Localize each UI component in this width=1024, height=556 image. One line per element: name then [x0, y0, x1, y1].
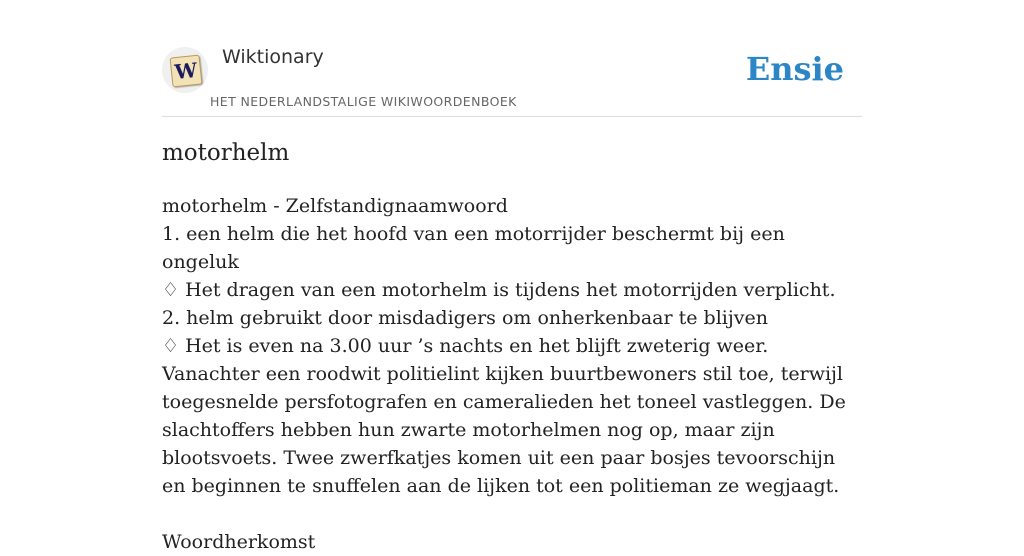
logo-letter: W [173, 57, 199, 85]
example-1: ♢ Het dragen van een motorhelm is tijdens het motorrijden verplicht. [162, 279, 836, 301]
ensie-brand-logo[interactable]: Ensie [745, 50, 844, 88]
example-2: ♢ Het is even na 3.00 uur ’s nachts en het blijft zweterig weer. Vanachter een roodwit politielint kijken buurtbewoners stil toe, terwijl toegesnelde persfotografen en cameralieden het toneel vastleggen. De slachtoffers hebben hun zwarte motorhelmen nog op, maar zijn blootsvoets. Twee zwerfkatjes komen uit een paar bosjes tevoorschijn en beginnen te snuffelen aan de lijken tot een politieman ze wegjaagt. [162, 335, 846, 497]
wiktionary-logo-icon[interactable] [162, 47, 208, 93]
definition-2: 2. helm gebruikt door misdadigers om onherkenbaar te blijven [162, 307, 768, 329]
site-tagline: HET NEDERLANDSTALIGE WIKIWOORDENBOEK [210, 94, 517, 109]
entry-pos-line: motorhelm - Zelfstandignaamwoord [162, 195, 508, 217]
site-header [162, 0, 862, 117]
site-name[interactable]: Wiktionary [222, 46, 324, 68]
spacer [162, 500, 862, 528]
logo-tile [170, 55, 203, 88]
entry-content [162, 192, 862, 556]
section-heading-etymology: Woordherkomst [162, 531, 316, 553]
definition-1: 1. een helm die het hoofd van een motorrijder beschermt bij een ongeluk [162, 223, 785, 273]
page-title: motorhelm [162, 140, 290, 166]
